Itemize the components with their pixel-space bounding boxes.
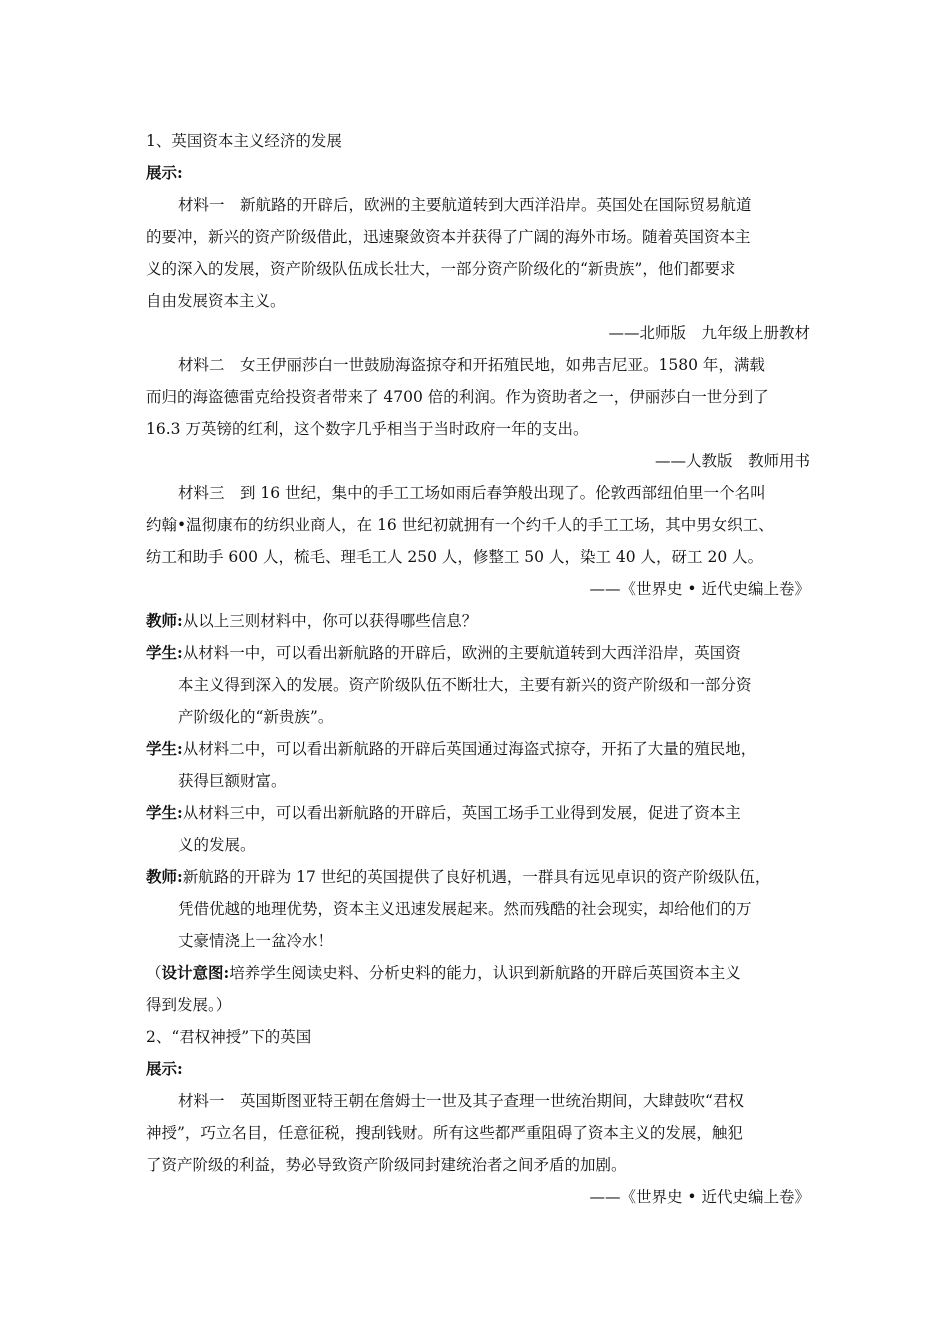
material-line: 材料二 女王伊丽莎白一世鼓励海盗掠夺和开拓殖民地，如弗吉尼亚。1580 年，满载 [178, 356, 765, 374]
material-2 [146, 355, 810, 471]
design-text: 培养学生阅读史料、分析史料的能力，认识到新航路的开辟后英国资本主义 [229, 964, 741, 982]
material-line: 神授”，巧立名目，任意征税，搜刮钱财。所有这些都严重阻碍了资本主义的发展，触犯 [146, 1124, 743, 1142]
speaker-label: 教师: [146, 611, 183, 630]
material-line: 材料三 到 16 世纪，集中的手工工场如雨后春笋般出现了。伦敦西部纽伯里一个名叫 [178, 484, 766, 502]
material-line: 而归的海盗德雷克给投资者带来了 4700 倍的利润。作为资助者之一，伊丽莎白一世分到了 [146, 388, 769, 406]
dialog-text: 本主义得到深入的发展。资产阶级队伍不断壮大，主要有新兴的资产阶级和一部分资 [178, 676, 752, 694]
section-2-heading: 2、“君权神授”下的英国 [146, 1028, 312, 1046]
section-1-heading: 1、英国资本主义经济的发展 [146, 132, 342, 150]
material-line: 材料一 英国斯图亚特王朝在詹姆士一世及其子查理一世统治期间，大肆鼓吹“君权 [178, 1092, 744, 1110]
material-line: 16.3 万英镑的红利，这个数字几乎相当于当时政府一年的支出。 [146, 420, 589, 438]
dialog-teacher-2 [146, 867, 810, 951]
dialog-student-1 [146, 643, 810, 727]
material-source: ——人教版 教师用书 [654, 452, 810, 470]
document-page [146, 131, 810, 1219]
dialog-student-3 [146, 803, 810, 855]
material-3 [146, 483, 810, 599]
design-open-paren: （ [146, 964, 162, 982]
speaker-label: 学生: [146, 643, 183, 662]
dialog-text: 获得巨额财富。 [178, 772, 287, 790]
show-label: 展示: [146, 1059, 183, 1078]
dialog-text: 丈豪情浇上一盆冷水！ [178, 932, 334, 950]
material-line: 纺工和助手 600 人，梳毛、理毛工人 250 人，修整工 50 人，染工 40 人，砑工 20 人。 [146, 548, 764, 566]
dialog-student-2 [146, 739, 810, 791]
material-line: 了资产阶级的利益，势必导致资产阶级同封建统治者之间矛盾的加剧。 [146, 1156, 627, 1174]
show-label: 展示: [146, 163, 183, 182]
dialog-text: 义的发展。 [178, 836, 256, 854]
material-1 [146, 195, 810, 343]
dialog-text: 从以上三则材料中，你可以获得哪些信息？ [182, 612, 478, 630]
design-label: 设计意图: [161, 963, 230, 982]
material-source: ——《世界史 • 近代史编上卷》 [589, 580, 810, 598]
dialog-text: 新航路的开辟为 17 世纪的英国提供了良好机遇，一群具有远见卓识的资产阶级队伍， [182, 868, 771, 886]
speaker-label: 学生: [146, 739, 183, 758]
material-line: 的要冲，新兴的资产阶级借此，迅速聚敛资本并获得了广阔的海外市场。随着英国资本主 [146, 228, 751, 246]
dialog-text: 从材料二中，可以看出新航路的开辟后英国通过海盗式掠夺，开拓了大量的殖民地， [182, 740, 757, 758]
material-line: 自由发展资本主义。 [146, 292, 286, 310]
material-line: 约翰•温彻康布的纺织业商人，在 16 世纪初就拥有一个约千人的手工工场，其中男女织工、 [146, 516, 774, 534]
material-source: ——《世界史 • 近代史编上卷》 [589, 1188, 810, 1206]
dialog-text: 凭借优越的地理优势，资本主义迅速发展起来。然而残酷的社会现实，却给他们的万 [178, 900, 752, 918]
design-text: 得到发展。） [146, 996, 232, 1014]
material-2-1 [146, 1091, 810, 1207]
dialog-text: 从材料三中，可以看出新航路的开辟后，英国工场手工业得到发展，促进了资本主 [182, 804, 741, 822]
material-source: ——北师版 九年级上册教材 [608, 324, 810, 342]
speaker-label: 教师: [146, 867, 183, 886]
dialog-teacher-1 [146, 611, 810, 631]
speaker-label: 学生: [146, 803, 183, 822]
dialog-text: 产阶级化的“新贵族”。 [178, 708, 334, 726]
design-intent [146, 963, 810, 1015]
material-line: 义的深入的发展，资产阶级队伍成长壮大，一部分资产阶级化的“新贵族”，他们都要求 [146, 260, 736, 278]
material-line: 材料一 新航路的开辟后，欧洲的主要航道转到大西洋沿岸。英国处在国际贸易航道 [178, 196, 752, 214]
dialog-text: 从材料一中，可以看出新航路的开辟后，欧洲的主要航道转到大西洋沿岸，英国资 [182, 644, 741, 662]
